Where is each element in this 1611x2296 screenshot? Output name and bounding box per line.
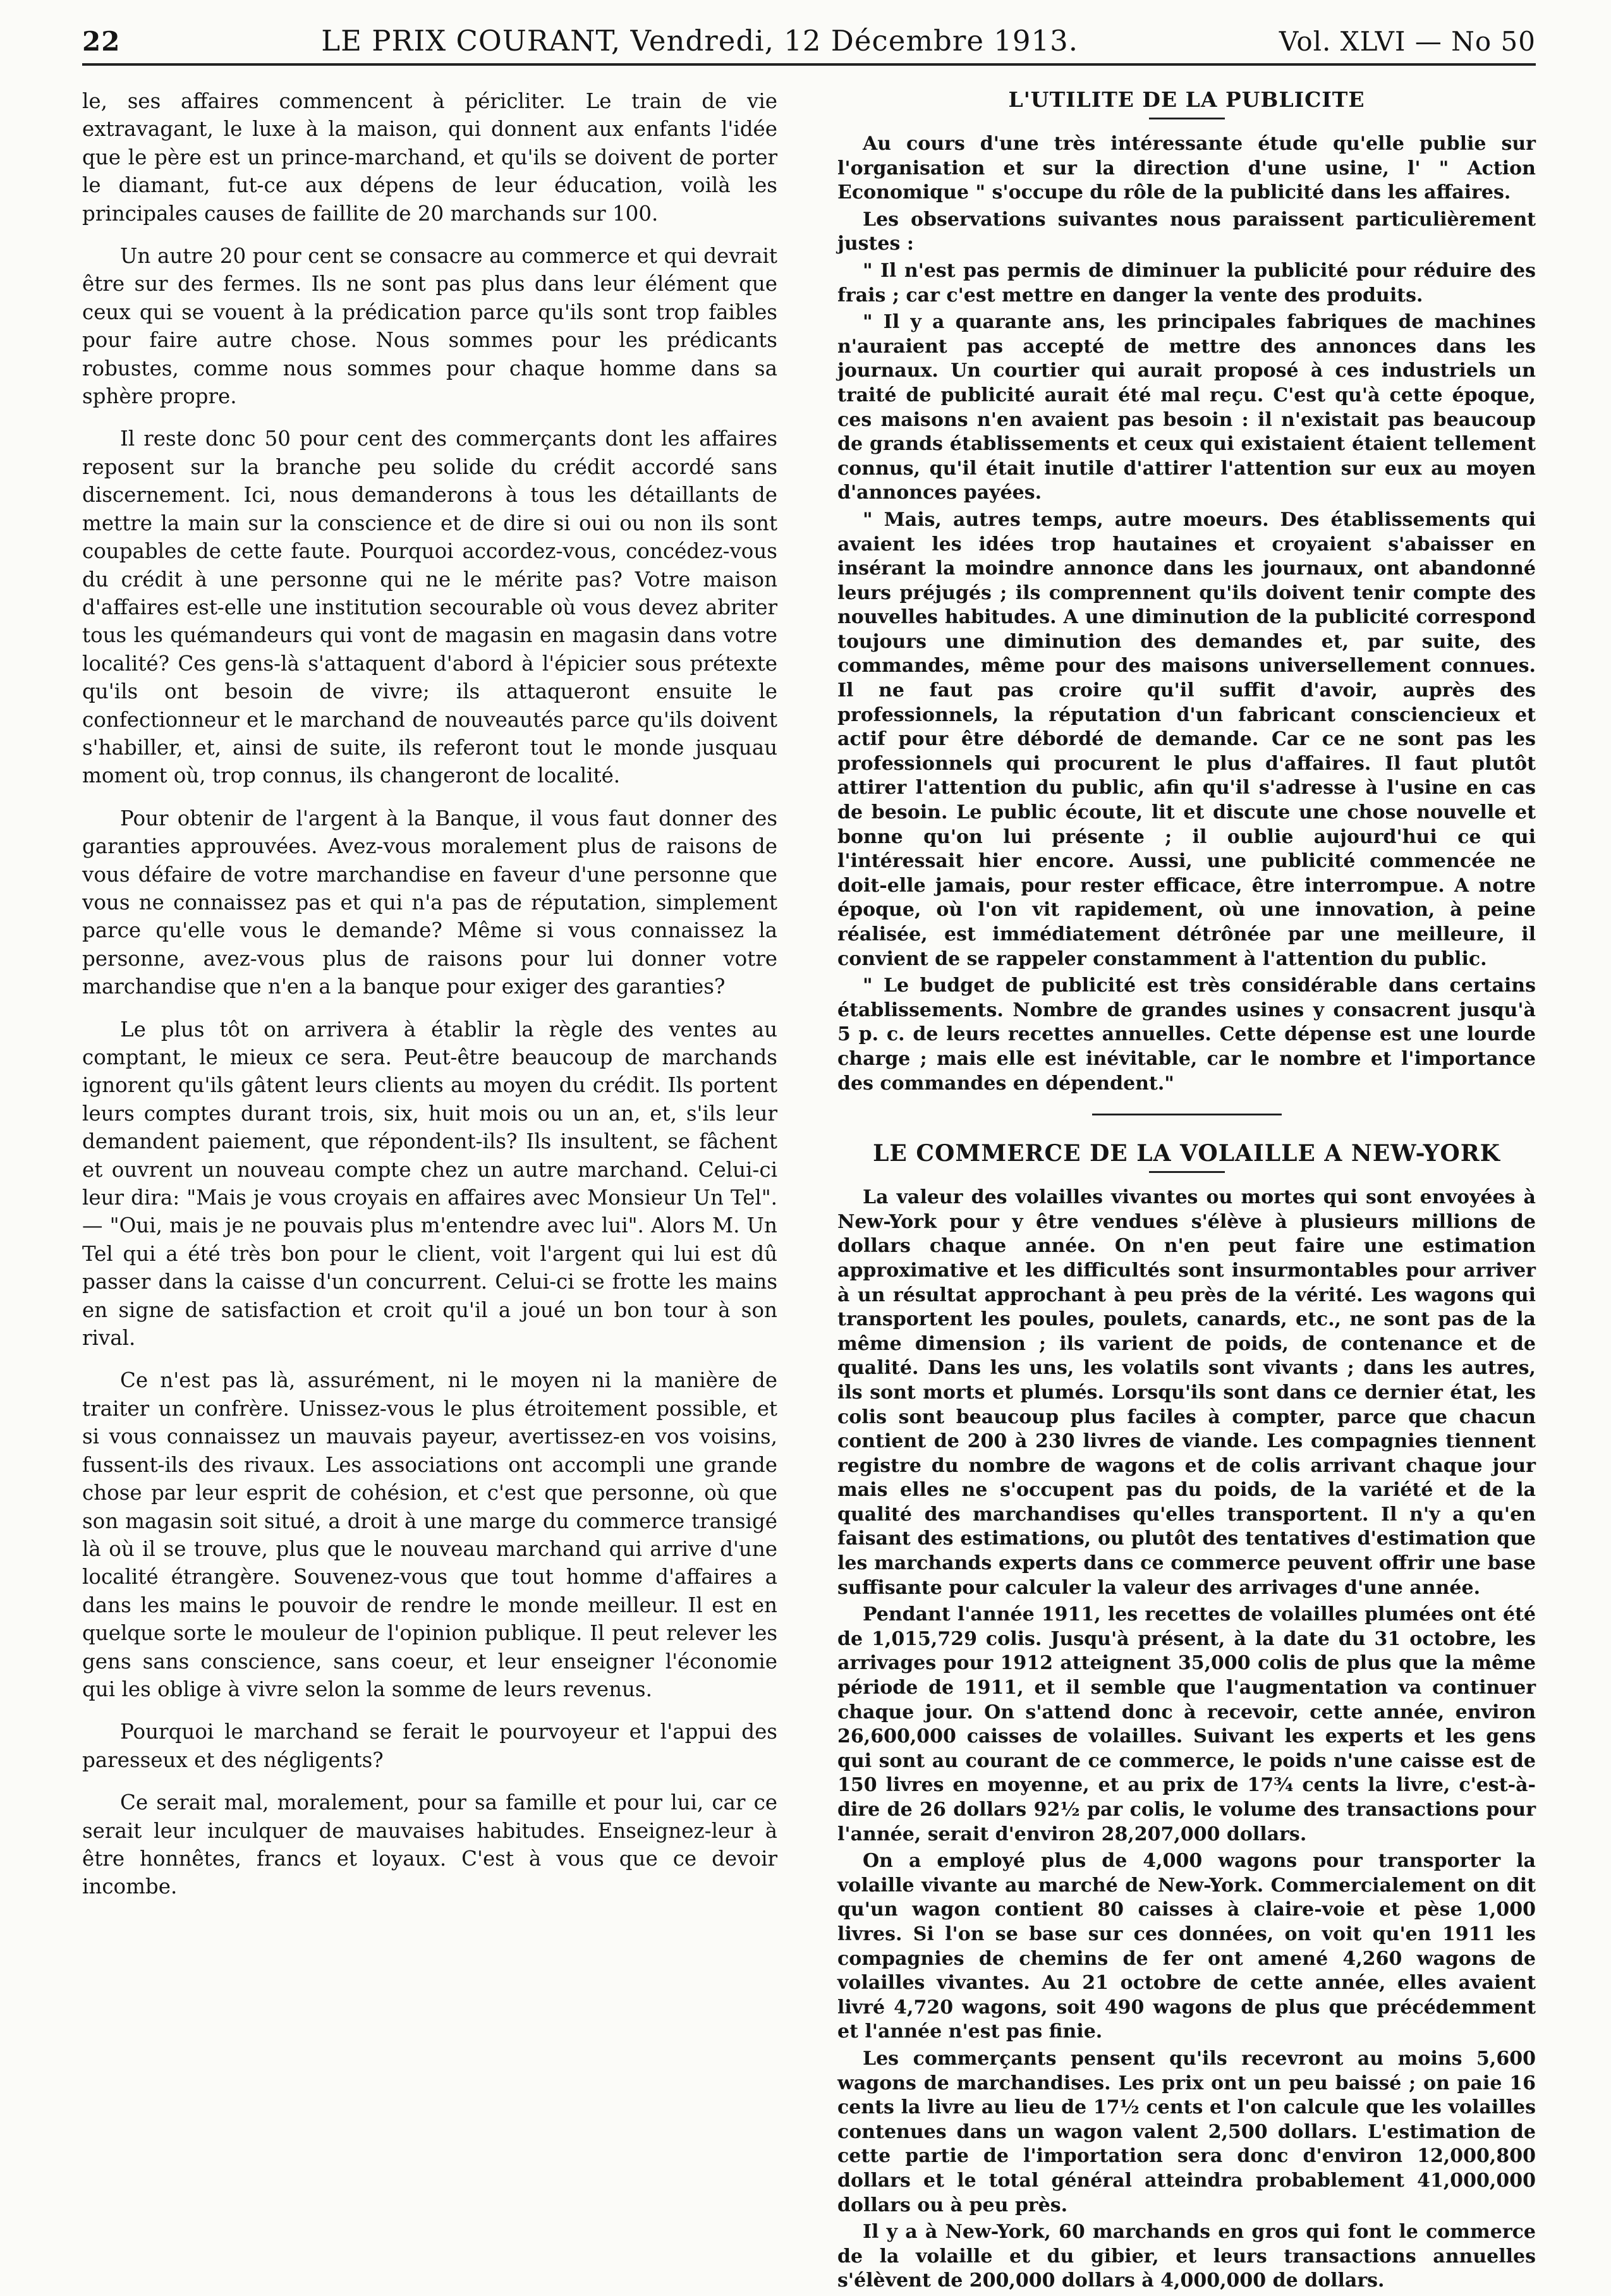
paragraph: " Il y a quarante ans, les principales fabriques de machines n'auraient pas accepté de mettre des annonces dans les journaux. Un courtier qui aurait proposé à ces industriels un traité de publicité aurait été mal reçu. C'est qu'à cette époque, ces maisons n'en avaient pas besoin : il n'existait pas beaucoup de grands établissements et ceux qui existaient étaient tellement connus, qu'il était inutile d'attirer l'attention sur eux au moyen d'annonces payées. [837, 311, 1536, 504]
page-header [82, 24, 1536, 63]
paragraph: Les commerçants pensent qu'ils recevront au moins 5,600 wagons de marchandises. Les prix ont un peu baissé ; on paie 16 cents la livre au lieu de 17½ cents et l'on calcule que les volailles contenues dans un wagon valent 2,500 dollars. L'estimation de cette partie de l'importation sera donc d'environ 12,000,800 dollars et le total général atteindra probablement 41,000,000 dollars ou à peu près. [837, 2047, 1536, 2216]
paragraph: Ce serait mal, moralement, pour sa famille et pour lui, car ce serait leur inculquer de mauvaises habitudes. Enseignez-leur à être honnêtes, francs et loyaux. C'est à vous que ce devoir incombe. [82, 1790, 777, 1899]
section-title: LE COMMERCE DE LA VOLAILLE A NEW-YORK [873, 1140, 1500, 1167]
paragraph: Il reste donc 50 pour cent des commerçants dont les affaires reposent sur la branche peu solide du crédit accordé sans discernement. Ici, nous demanderons à tous les détaillants de mettre la main sur la conscience et de dire si oui ou non ils sont coupables de cette faute. Pourquoi accordez-vous, concédez-vous du crédit à une personne qui ne le mérite pas? Votre maison d'affaires est-elle une institution secourable où vous devez abriter tous les quémandeurs qui vont de magasin en magasin dans votre localité? Ces gens-là s'attaquent d'abord à l'épicier sous prétexte qu'ils ont besoin de vivre; ils attaqueront ensuite le confectionneur et le marchand de nouveautés parce qu'ils doivent s'habiller, et, ainsi de suite, ils referont tout le monde jusquau moment où, trop connus, ils changeront de localité. [82, 427, 777, 788]
paragraph: On a employé plus de 4,000 wagons pour transporter la volaille vivante au marché de New-York. Commercialement on dit qu'un wagon contient 80 caisses à claire-voie et pèse 1,000 livres. Si l'on se base sur ces données, on voit qu'en 1911 les compagnies de chemins de fer ont amené 4,260 wagons de volailles vivantes. Au 21 octobre de cette année, elles avaient livré 4,720 wagons, soit 490 wagons de plus que précédemment et l'année n'est pas finie. [837, 1850, 1536, 2043]
right-column [837, 87, 1536, 2296]
paragraph: Pour obtenir de l'argent à la Banque, il vous faut donner des garanties approuvées. Avez-vous moralement plus de raisons de vous défaire de votre marchandise en faveur d'une personne que vous ne connaissez pas et qui n'a pas de réputation, simplement parce qu'elle vous le demande? Même si vous connaissez la personne, avez-vous plus de raisons pour lui donner votre marchandise que n'en a la banque pour exiger des garanties? [82, 806, 777, 999]
header-rule [82, 63, 1536, 66]
paragraph: Les observations suivantes nous paraissent particulièrement justes : [837, 208, 1536, 255]
section-divider [1092, 1114, 1282, 1115]
title-rule [1149, 1171, 1225, 1173]
paragraph: Il y a à New-York, 60 marchands en gros qui font le commerce de la volaille et du gibier, et leurs transactions annuelles s'élèvent de 200,000 dollars à 4,000,000 de dollars. [837, 2221, 1536, 2292]
paragraph: Pendant l'année 1911, les recettes de volailles plumées ont été de 1,015,729 colis. Jusqu'à présent, à la date du 31 octobre, les arrivages pour 1912 atteignent 35,000 colis de plus que la même période de 1911, et il semble que l'augmentation va continuer chaque jour. On s'attend donc à recevoir, cette année, environ 26,600,000 caisses de volailles. Suivant les experts et les gens qui sont au courant de ce commerce, le poids n'une caisse est de 150 livres en moyenne, et au prix de 17¾ cents la livre, c'est-à-dire de 26 dollars 92½ par colis, le volume des transactions pour l'année, serait d'environ 28,207,000 dollars. [837, 1603, 1536, 1845]
section-title: L'UTILITE DE LA PUBLICITE [1008, 87, 1365, 112]
page-number: 22 [82, 26, 121, 57]
paragraph: " Il n'est pas permis de diminuer la publicité pour réduire des frais ; car c'est mettre en danger la vente des produits. [837, 259, 1536, 307]
paragraph: La valeur des volailles vivantes ou mortes qui sont envoyées à New-York pour y être vendues s'élève à plusieurs millions de dollars chaque année. On n'en peut faire une estimation approximative et les difficultés sont insurmontables pour arriver à un résultat approchant à peu près de la vérité. Les wagons qui transportent les poules, poulets, canards, etc., ne sont pas de la même dimension ; ils varient de poids, de contenance et de qualité. Dans les uns, les volatils sont vivants ; dans les autres, ils sont morts et plumés. Lorsqu'ils sont dans ce dernier état, les colis sont beaucoup plus faciles à compter, parce que chacun contient de 200 à 230 livres de viande. Les compagnies tiennent registre du nombre de wagons et de colis arrivant chaque jour mais elles ne s'occupent pas du poids, de la variété et de la qualité des marchandises qu'elles transportent. Il n'y a qu'en faisant des estimations, ou plutôt des tentatives d'estimation que les marchands experts dans ce commerce peuvent offrir une base suffisante pour calculer la valeur des arrivages d'une année. [837, 1186, 1536, 1599]
paragraph: Un autre 20 pour cent se consacre au commerce et qui devrait être sur des fermes. Ils ne sont pas plus dans leur élément que ceux qui se vouent à la prédication parce qu'ils sont trop faibles pour faire autre chose. Nous sommes pour les prédicants robustes, comme nous sommes pour chaque homme dans sa sphère propre. [82, 244, 777, 409]
paragraph: Pourquoi le marchand se ferait le pourvoyeur et l'appui des paresseux et des négligents? [82, 1720, 777, 1772]
paragraph: Ce n'est pas là, assurément, ni le moyen ni la manière de traiter un confrère. Unissez-vous le plus étroitement possible, et si vous connaissez un mauvais payeur, avertissez-en vos voisins, fussent-ils des rivaux. Les associations ont accompli une grande chose par leur esprit de cohésion, et c'est que personne, où que son magasin soit situé, a droit à une marge du commerce transigé là où il se trouve, plus que le nouveau marchand qui arrive d'une localité étrangère. Souvenez-vous que tout homme d'affaires a dans les mains le pouvoir de rendre le monde meilleur. Il est en quelque sorte le mouleur de l'opinion publique. Il peut relever les gens sans conscience, sans coeur, et leur enseigner l'économie qui les oblige à vivre selon la somme de leurs revenus. [82, 1368, 777, 1701]
volume-number: Vol. XLVI — No 50 [1279, 26, 1536, 57]
paragraph: le, ses affaires commencent à péricliter. Le train de vie extravagant, le luxe à la maison, qui donnent aux enfants l'idée que le père est un prince-marchand, et qu'ils se doivent de porter le diamant, fut-ce aux dépens de leur éducation, voilà les principales causes de faillite de 20 marchands sur 100. [82, 89, 777, 226]
paragraph: Au cours d'une très intéressante étude qu'elle publie sur l'organisation et sur la direction d'une usine, l' " Action Economique " s'occupe du rôle de la publicité dans les affaires. [837, 133, 1536, 204]
newspaper-title: LE PRIX COURANT, Vendredi, 12 Décembre 1913. [321, 24, 1079, 58]
paragraph: " Le budget de publicité est très considérable dans certains établissements. Nombre de grandes usines y consacrent jusqu'à 5 p. c. de leurs recettes annuelles. Cette dépense est une lourde charge ; mais elle est inévitable, car le nombre et l'importance des commandes en dépendent." [837, 975, 1536, 1095]
left-column [82, 87, 777, 1916]
paragraph: Le plus tôt on arrivera à établir la règle des ventes au comptant, le mieux ce sera. Peut-être beaucoup de marchands ignorent qu'ils gâtent leurs clients au moyen du crédit. Ils portent leurs comptes durant trois, six, huit mois ou un an, et, s'ils leur demandent paiement, que répondent-ils? Ils insultent, se fâchent et ouvrent un nouveau compte chez un autre marchand. Celui-ci leur dira: "Mais je vous croyais en affaires avec Monsieur Un Tel". — "Oui, mais je ne pouvais plus m'entendre avec lui". Alors M. Un Tel qui a été très bon pour le client, voit l'argent qui lui est dû passer dans la caisse d'un concurrent. Celui-ci se frotte les mains en signe de satisfaction et croit qu'il a joué un bon tour à son rival. [82, 1017, 777, 1351]
title-rule [1149, 118, 1225, 119]
paragraph: " Mais, autres temps, autre moeurs. Des établissements qui avaient les idées trop hautaines et croyaient s'abaisser en insérant la moindre annonce dans les journaux, ont abandonné leurs préjugés ; ils comprennent qu'ils doivent tenir compte des nouvelles habitudes. A une diminution de la publicité correspond toujours une diminution des demandes et, par suite, des commandes, même pour des maisons universellement connues. Il ne faut pas croire qu'il suffit d'avoir, auprès des professionnels, la réputation d'un fabricant consciencieux et actif pour être débordé de demande. Car ce ne sont pas les professionnels qui procurent le plus d'affaires. Il faut plutôt attirer l'attention du public, afin qu'il s'adresse à l'usine en cas de besoin. Le public écoute, lit et discute une chose nouvelle et bonne qu'on lui présente ; il oublie aujourd'hui ce qui l'intéressait hier encore. Aussi, une publicité commencée ne doit-elle jamais, pour rester efficace, être interrompue. A notre époque, où l'on vit rapidement, où une innovation, à peine réalisée, est immédiatement détrônée par une meilleure, il convient de se rappeler constamment à l'attention du public. [837, 508, 1536, 970]
